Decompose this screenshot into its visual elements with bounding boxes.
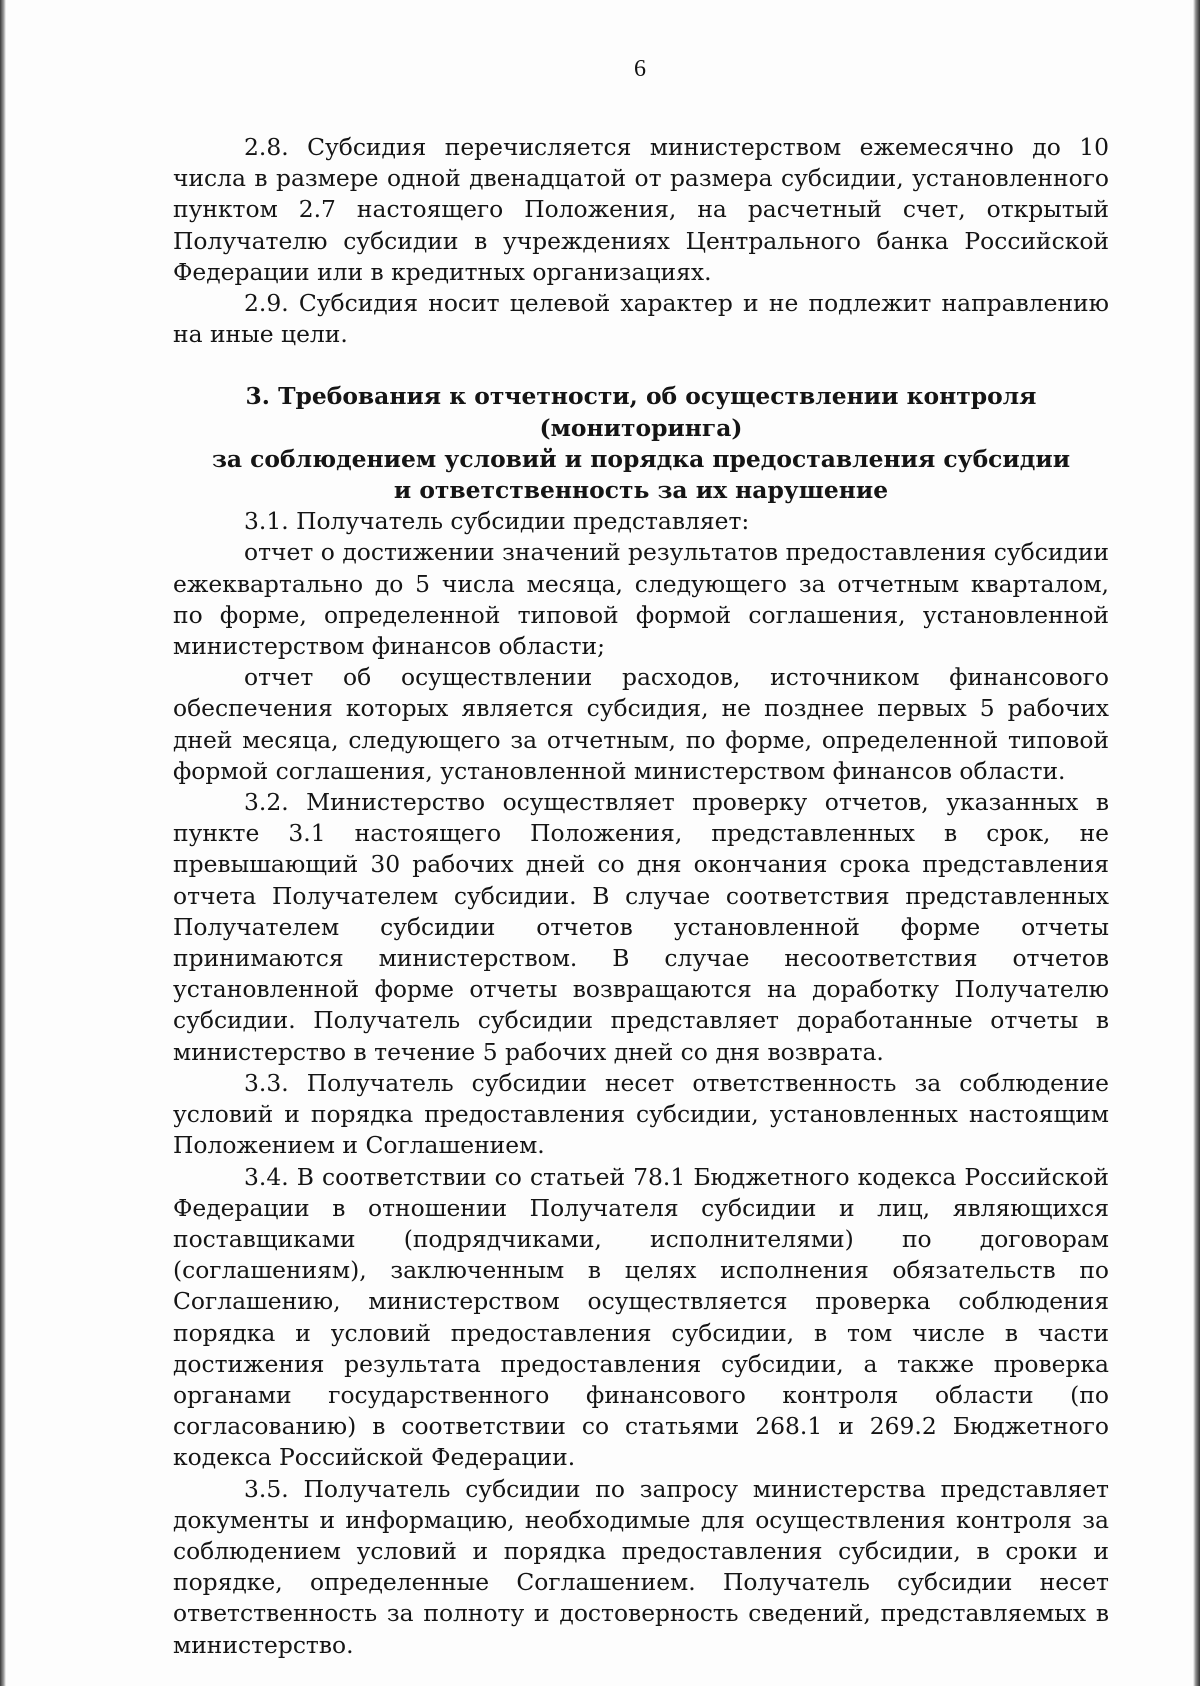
section-3-heading-line-2: за соблюдением условий и порядка предоставления субсидии [211,444,1071,473]
paragraph-report-expenses: отчет об осуществлении расходов, источником финансового обеспечения которых является субсидия, не позднее первых 5 рабочих дней месяца, следующего за отчетным, по форме, определенной типовой формой соглашения, установленной министерством финансов области. [173,663,1109,785]
paragraph-3-5: 3.5. Получатель субсидии по запросу министерства представляет документы и информацию, необходимые для осуществления контроля за соблюдением условий и порядка предоставления субсидии, в сроки и порядке, определенные Соглашением. Получатель субсидии несет ответственность за полноту и достоверность сведений, представляемых в министерство. [173,1474,1109,1659]
page-number: 6 [634,56,646,82]
document-body [173,132,1109,1661]
section-3-heading-line-1: 3. Требования к отчетности, об осуществлении контроля (мониторинга) [245,382,1037,442]
section-3-heading-line-3: и ответственность за их нарушение [393,476,889,505]
paragraph-3-3: 3.3. Получатель субсидии несет ответственность за соблюдение условий и порядка предоставления субсидии, установленных настоящим Положением и Соглашением. [173,1068,1109,1160]
section-3-heading [173,381,1109,506]
scan-edge-left [0,0,6,1686]
paragraph-3-4: 3.4. В соответствии со статьей 78.1 Бюджетного кодекса Российской Федерации в отношении Получателя субсидии и лиц, являющихся поставщиками (подрядчиками, исполнителями) по договорам (соглашениям), заключенным в целях исполнения обязательств по Соглашению, министерством осуществляется проверка соблюдения порядка и условий предоставления субсидии, в том числе в части достижения результата предоставления субсидии, а также проверка органами государственного финансового контроля области (по согласованию) в соответствии со статьями 268.1 и 269.2 Бюджетного кодекса Российской Федерации. [173,1162,1109,1472]
paragraph-3-1: 3.1. Получатель субсидии представляет: [244,507,750,536]
paragraph-report-results: отчет о достижении значений результатов предоставления субсидии ежеквартально до 5 числа месяца, следующего за отчетным кварталом, по форме, определенной типовой формой соглашения, установленной министерством финансов области; [173,538,1109,661]
paragraph-2-9: 2.9. Субсидия носит целевой характер и не подлежит направлению на иные цели. [173,289,1109,349]
paragraph-3-2: 3.2. Министерство осуществляет проверку отчетов, указанных в пункте 3.1 настоящего Положения, представленных в срок, не превышающий 30 рабочих дней со дня окончания срока представления отчета Получателем субсидии. В случае соответствия представленных Получателем субсидии отчетов установленной форме отчеты принимаются министерством. В случае несоответствия отчетов установленной форме отчеты возвращаются на доработку Получателю субсидии. Получатель субсидии представляет доработанные отчеты в министерство в течение 5 рабочих дней со дня возврата. [173,788,1109,1066]
paragraph-2-8: 2.8. Субсидия перечисляется министерством ежемесячно до 10 числа в размере одной двенадцатой от размера субсидии, установленного пунктом 2.7 настоящего Положения, на расчетный счет, открытый Получателю субсидии в учреждениях Центрального банка Российской Федерации или в кредитных организациях. [173,133,1109,286]
scan-edge-right [1193,0,1200,1686]
